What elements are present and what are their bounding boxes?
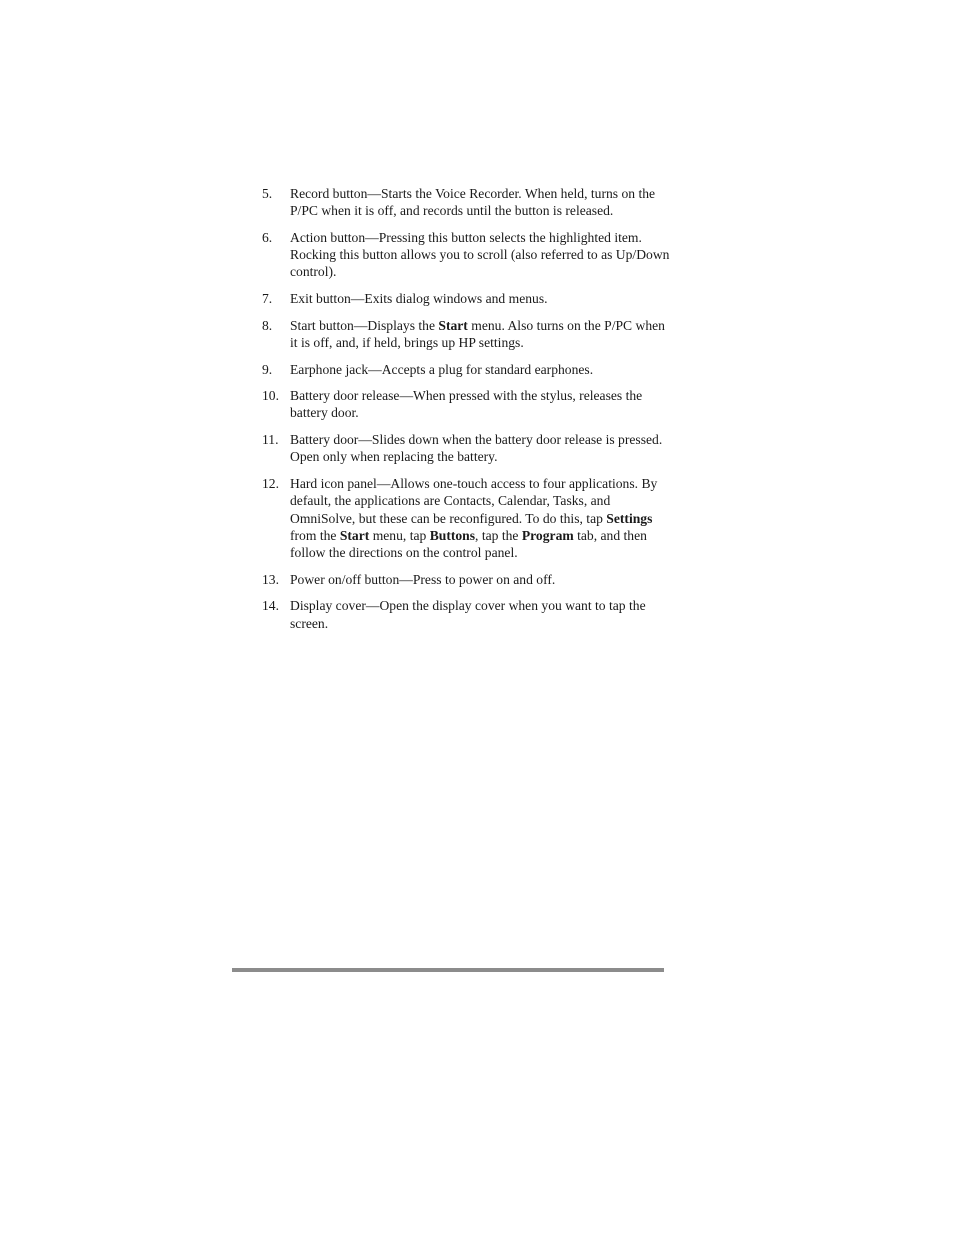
- item-number: 9.: [262, 361, 273, 377]
- item-text: [290, 229, 672, 281]
- list-item: [262, 387, 672, 422]
- text-run: Battery door release—When pressed with the stylus, releases the battery door.: [290, 388, 643, 421]
- bold-term: Buttons: [429, 527, 476, 543]
- item-number: 13.: [262, 571, 279, 587]
- item-text: [290, 361, 672, 378]
- item-text: [290, 290, 672, 307]
- text-run: menu. Also turns on the P/PC when it is off, and, if held, brings up HP settings.: [290, 317, 665, 350]
- list-item: [262, 571, 672, 588]
- text-run: menu, tap: [369, 527, 430, 543]
- bold-term: Start: [438, 317, 468, 333]
- list-item: [262, 229, 672, 281]
- item-number: 12.: [262, 475, 279, 491]
- bold-term: Settings: [606, 510, 653, 526]
- bold-term: Start: [339, 527, 370, 543]
- text-run: Hard icon panel—Allows one-touch access to four applications. By default, the applications are Contacts, Calendar, Tasks, and OmniSolve, but these can be reconfigured. To do this, tap: [290, 475, 658, 526]
- list-item: [262, 317, 672, 352]
- item-number: 8.: [262, 317, 273, 333]
- item-text: [290, 317, 672, 352]
- item-text: [290, 475, 672, 561]
- text-run: Earphone jack—Accepts a plug for standard earphones.: [290, 361, 594, 377]
- item-number: 6.: [262, 229, 273, 245]
- text-run: , tap the: [475, 527, 522, 543]
- text-run: Record button—Starts the Voice Recorder. When held, turns on the P/PC when it is off, and records until the button is released.: [290, 186, 656, 219]
- text-run: Exit button—Exits dialog windows and menus.: [290, 291, 548, 307]
- footer-rule: [232, 968, 664, 972]
- numbered-component-list: [262, 185, 672, 641]
- list-item: [262, 431, 672, 466]
- item-number: 11.: [262, 432, 279, 448]
- item-number: 7.: [262, 291, 273, 307]
- text-run: Action button—Pressing this button selects the highlighted item. Rocking this button allows you to scroll (also referred to as Up/Down control).: [290, 229, 670, 280]
- item-text: [290, 387, 672, 422]
- item-text: [290, 597, 672, 632]
- item-number: 14.: [262, 598, 279, 614]
- list-item: [262, 185, 672, 220]
- list-item: [262, 290, 672, 307]
- list-item: [262, 361, 672, 378]
- item-text: [290, 185, 672, 220]
- list-item: [262, 475, 672, 561]
- text-run: from the: [290, 527, 340, 543]
- text-run: tab, and then follow the directions on the control panel.: [290, 527, 647, 561]
- item-number: 5.: [262, 186, 273, 201]
- text-run: Battery door—Slides down when the battery door release is pressed. Open only when replacing the battery.: [290, 432, 663, 465]
- text-run: Power on/off button—Press to power on and off.: [290, 571, 556, 587]
- bold-term: Program: [521, 527, 574, 543]
- list-item: [262, 597, 672, 632]
- item-text: [290, 431, 672, 466]
- item-text: [290, 571, 672, 588]
- item-number: 10.: [262, 388, 279, 404]
- text-run: Display cover—Open the display cover when you want to tap the screen.: [290, 598, 646, 631]
- text-run: Start button—Displays the: [290, 317, 439, 333]
